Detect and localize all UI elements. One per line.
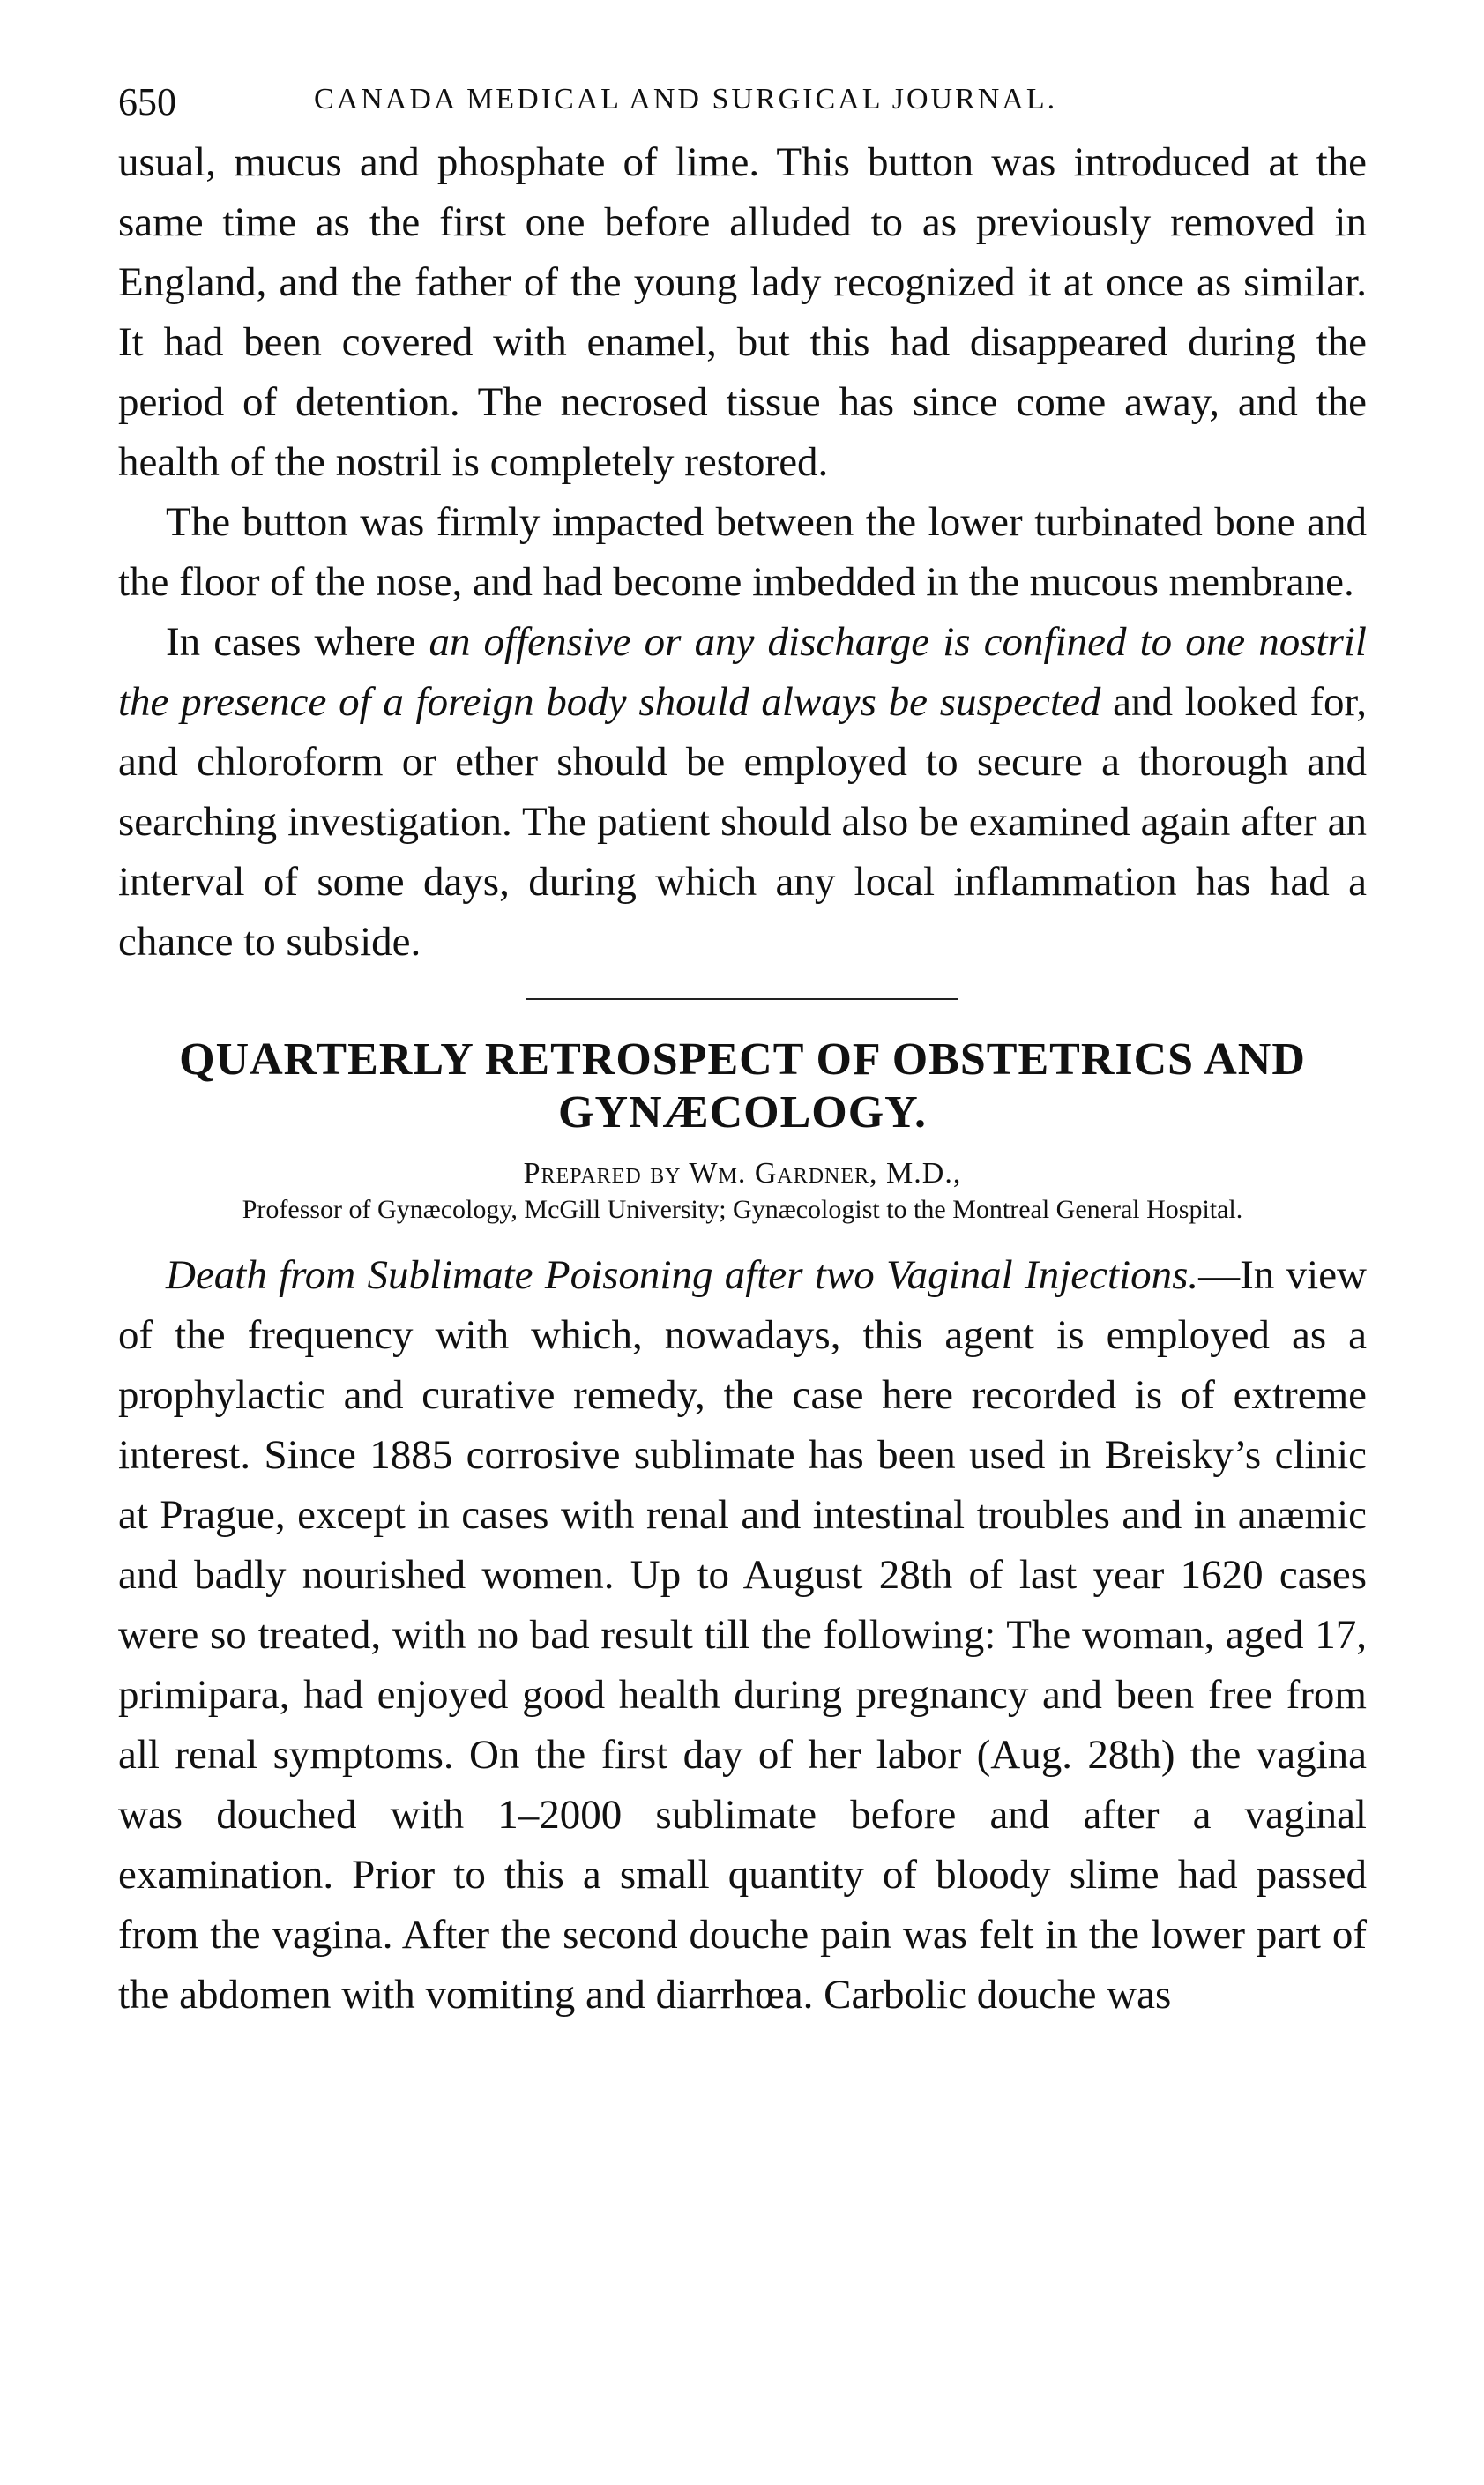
paragraph-3 — [118, 612, 1367, 972]
page-number: 650 — [118, 80, 176, 123]
section-divider — [526, 998, 958, 1000]
paragraph-1: usual, mucus and phosphate of lime. This button was introduced at the same time as the first one before alluded to as previously removed in England, and the father of the young lady recognized it at once as similar. It had been covered with enamel, but this had disappeared during the period of detention. The necrosed tissue has since come away, and the health of the nostril is completely restored. — [118, 139, 1367, 485]
section-title: QUARTERLY RETROSPECT OF OBSTETRICS AND GYNÆCOLOGY. — [179, 1034, 1306, 1138]
journal-page — [118, 71, 1367, 2025]
author-affiliation: Professor of Gynæcology, McGill University; Gynæcologist to the Montreal General Hospital. — [242, 1195, 1243, 1224]
running-head — [118, 71, 1367, 132]
paragraph-2: The button was firmly impacted between the lower turbinated bone and the floor of the nose, and had become imbedded in the mucous membrane. — [118, 499, 1367, 605]
article-paragraph — [118, 1245, 1367, 2025]
paragraph-3-end: and looked for, and chloroform or ether should be employed to secure a thorough and searching investigation. The patient should also be examined again after an interval of some days, during which any local inflammation has had a chance to subside. — [118, 679, 1367, 965]
journal-title: CANADA MEDICAL AND SURGICAL JOURNAL. — [314, 83, 1058, 116]
prepared-by: Prepared by Wm. Gardner, M.D., — [523, 1157, 962, 1190]
article-body: —In view of the frequency with which, nowadays, this agent is employed as a prophylactic and curative remedy, the case here recorded is of extreme interest. Since 1885 corrosive sublimate has been used in Breisky’s clinic at Prague, except in cases with renal and intestinal troubles and in anæmic and badly nourished women. Up to August 28th of last year 1620 cases were so treated, with no bad result till the following: The woman, aged 17, primipara, had enjoyed good health during pregnancy and been free from all renal symptoms. On the first day of her labor (Aug. 28th) the vagina was douched with 1–2000 sublimate before and after a vaginal examination. Prior to this a small quantity of bloody slime had passed from the vagina. After the second douche pain was felt in the lower part of the abdomen with vomiting and diarrhœa. Carbolic douche was — [118, 1252, 1367, 2018]
paragraph-3-emphasis: an offensive or any discharge is confined to one nostril the presence of a foreign body should always be suspected — [118, 619, 1367, 725]
paragraph-3-start: In cases where — [166, 619, 429, 665]
article-title: Death from Sublimate Poisoning after two Vaginal Injections. — [166, 1252, 1199, 1298]
